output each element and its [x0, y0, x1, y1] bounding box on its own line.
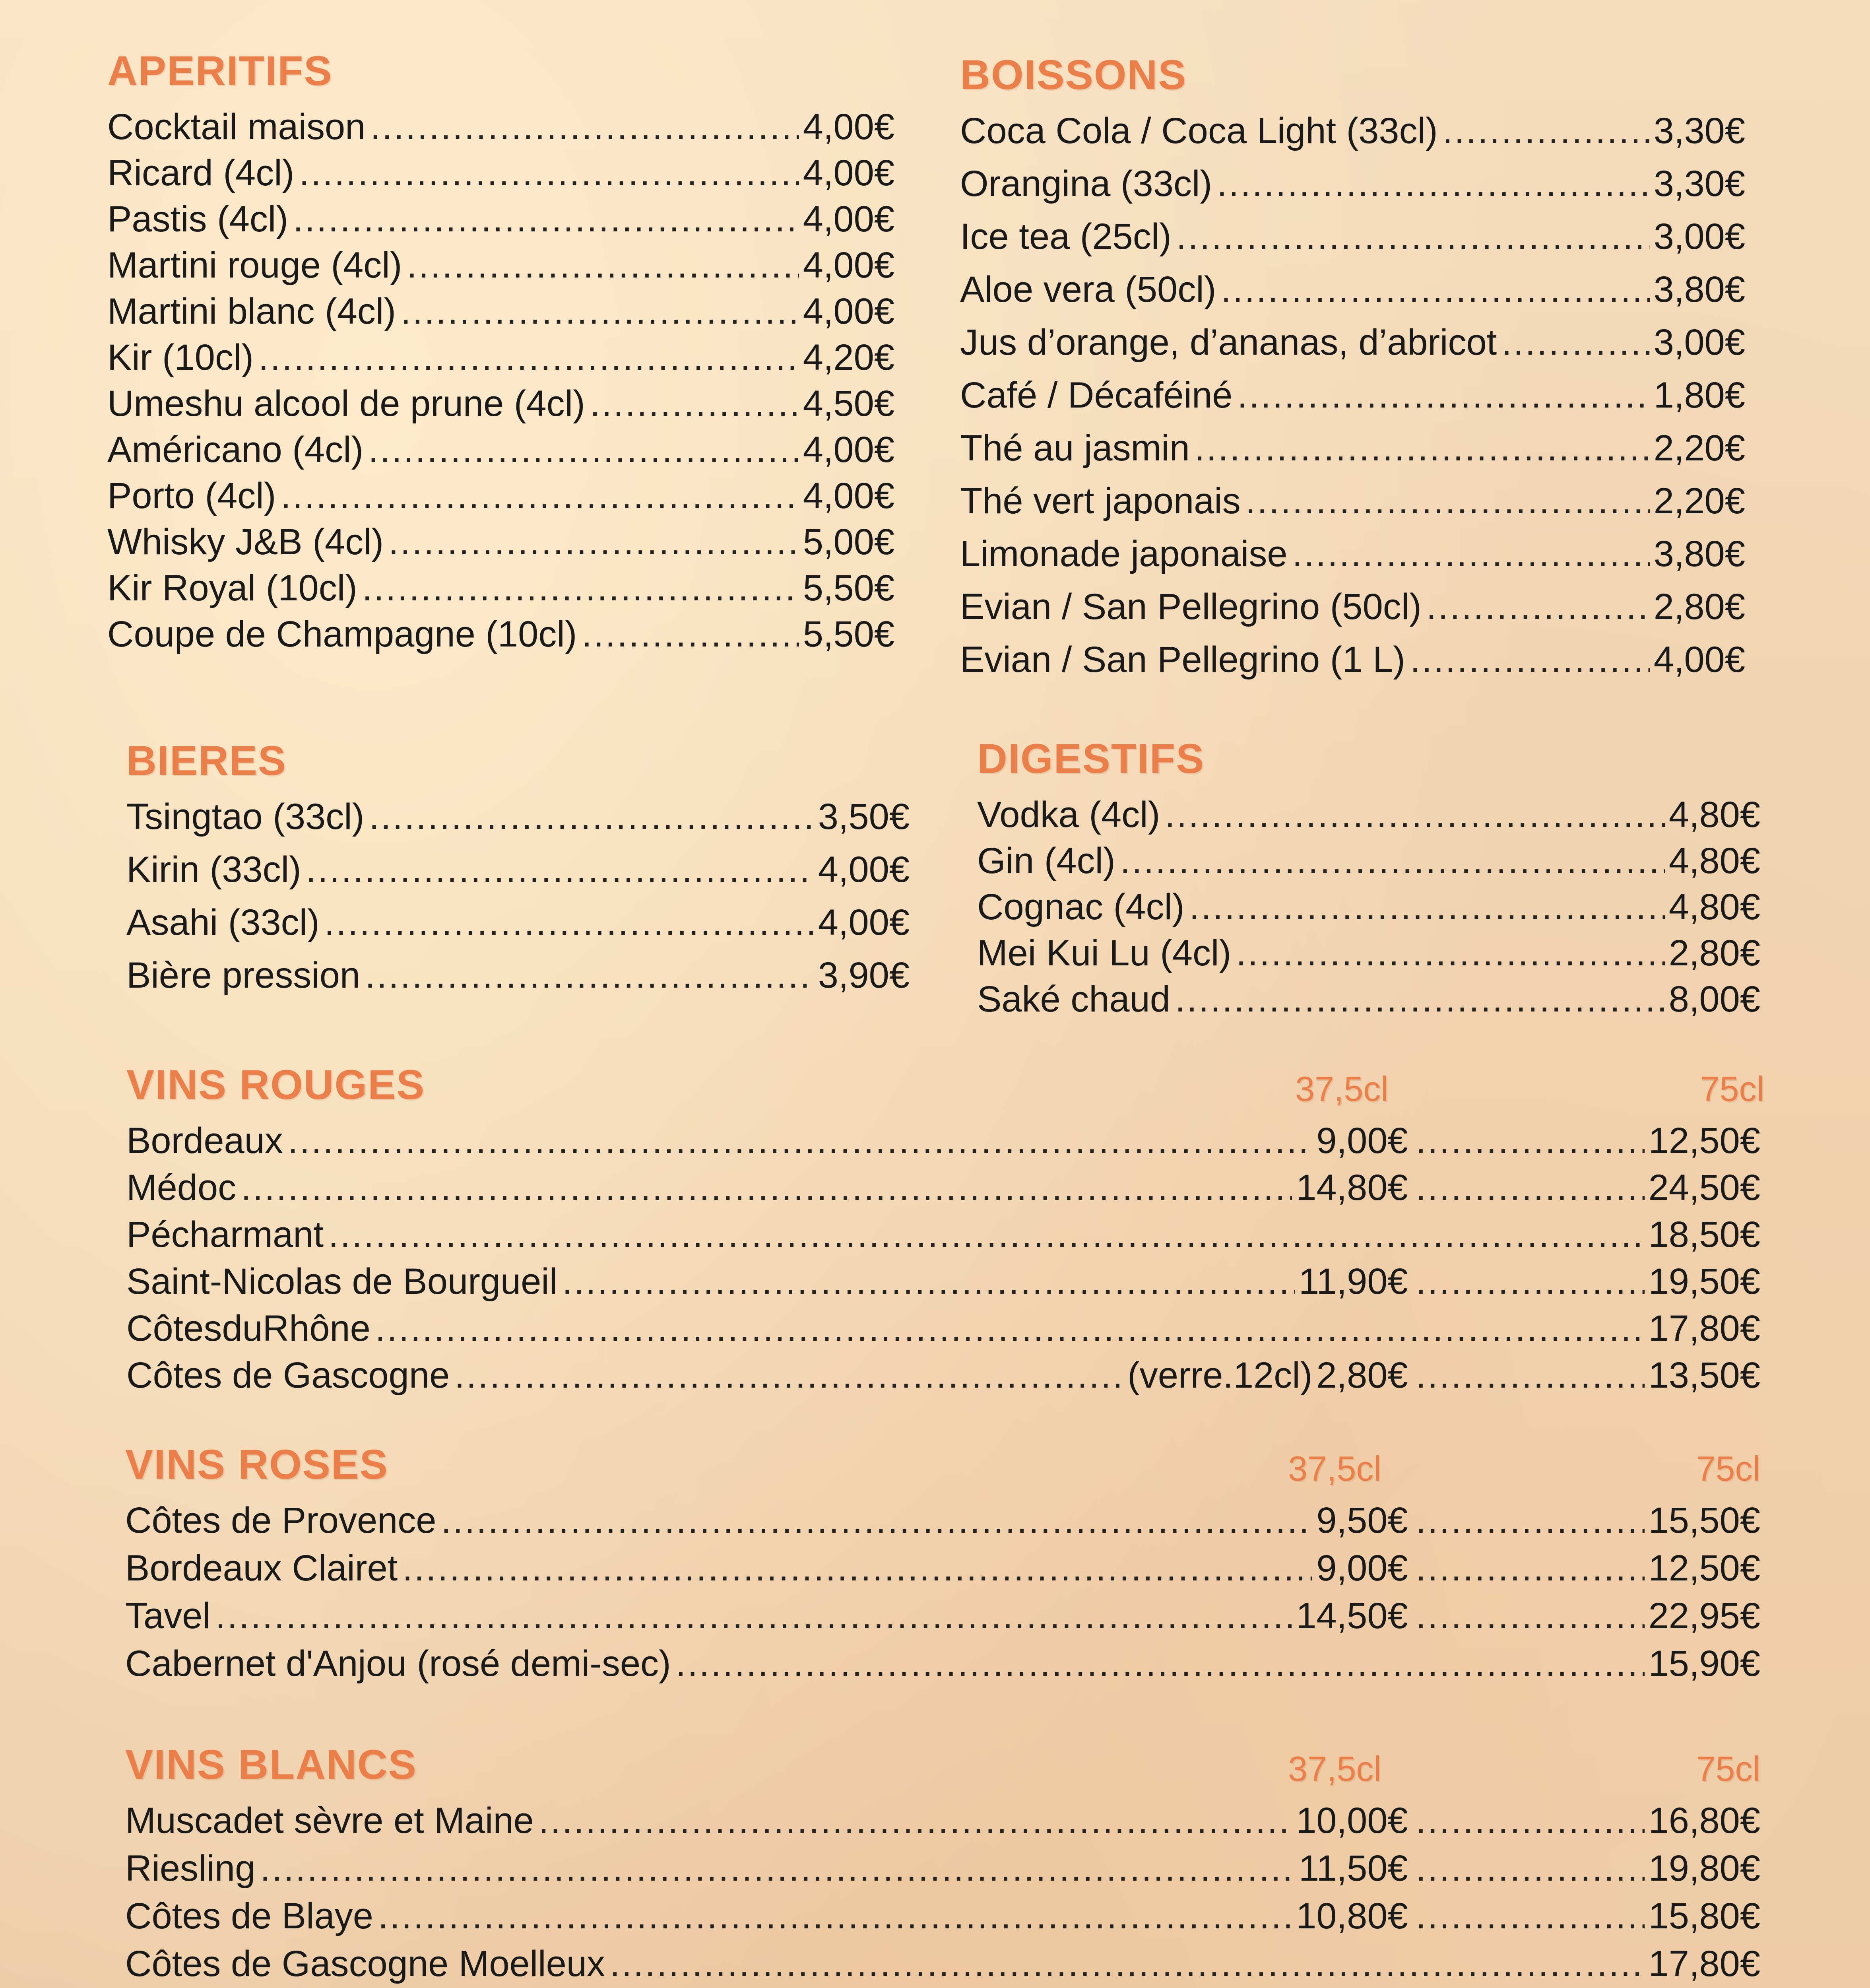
item-price: 3,90€: [818, 957, 910, 996]
item-price: 4,80€: [1668, 889, 1760, 927]
dot-leader: [288, 1122, 1313, 1159]
dot-leader: [260, 1850, 1295, 1887]
item-price-small: 9,50€: [1316, 1502, 1408, 1541]
item-name: Evian / San Pellegrino (50cl): [960, 588, 1422, 627]
digestifs-section: [977, 734, 1760, 1027]
menu-item: [960, 218, 1745, 271]
item-name: Orangina (33cl): [960, 165, 1212, 204]
item-price: 4,00€: [803, 247, 894, 285]
menu-item: [107, 201, 894, 247]
menu-item: [960, 641, 1745, 694]
item-price: 2,80€: [1668, 935, 1760, 973]
item-name: Asahi (33cl): [126, 904, 320, 943]
dot-leader: [1221, 271, 1649, 308]
item-price: 8,00€: [1668, 981, 1760, 1019]
dot-leader: [407, 247, 799, 283]
dot-leader: [676, 1645, 1645, 1682]
dot-leader: [1217, 165, 1650, 202]
dot-leader: [1292, 536, 1650, 572]
menu-item: [126, 1357, 1760, 1404]
item-name: Whisky J&B (4cl): [107, 524, 384, 562]
menu-item: [126, 851, 910, 904]
menu-item: [977, 843, 1760, 889]
dot-leader: [241, 1169, 1292, 1206]
item-price: 4,00€: [803, 293, 894, 332]
item-price-large: 15,90€: [1648, 1645, 1760, 1684]
dot-leader: [375, 1310, 1645, 1347]
boissons-heading: BOISSONS: [960, 52, 1187, 98]
dot-leader: [1416, 1598, 1645, 1634]
dot-leader: [1189, 889, 1665, 925]
dot-leader: [1410, 641, 1650, 678]
menu-item: [126, 1310, 1760, 1357]
vins-rouges-section: [126, 1060, 1764, 1404]
vins-rouges-col2: 75cl: [1700, 1069, 1764, 1109]
item-price: 2,20€: [1653, 430, 1745, 468]
vins-rouges-col1: 37,5cl: [1295, 1069, 1389, 1109]
item-name: Saint-Nicolas de Bourgueil: [126, 1263, 558, 1302]
item-name: Coupe de Champagne (10cl): [107, 616, 577, 654]
menu-item: [126, 798, 910, 851]
item-name: Ricard (4cl): [107, 155, 295, 193]
menu-item: [960, 483, 1745, 536]
item-name: Cocktail maison: [107, 109, 366, 147]
item-price: 4,00€: [1653, 641, 1745, 680]
item-name: Cabernet d'Anjou (rosé demi-sec): [125, 1645, 671, 1684]
item-price: 3,30€: [1653, 165, 1745, 204]
item-name: Muscadet sèvre et Maine: [125, 1802, 534, 1841]
menu-item: [960, 536, 1745, 588]
dot-leader: [388, 524, 799, 560]
dot-leader: [324, 904, 814, 941]
dot-leader: [1236, 935, 1665, 971]
item-price: 3,30€: [1653, 113, 1745, 151]
item-name: Bière pression: [126, 957, 361, 996]
menu-item: [977, 796, 1760, 843]
item-name: Kir Royal (10cl): [107, 570, 357, 608]
dot-leader: [370, 109, 799, 145]
dot-leader: [306, 851, 814, 888]
item-name: Pécharmant: [126, 1216, 324, 1255]
item-name: Américano (4cl): [107, 431, 364, 470]
menu-item: [126, 904, 910, 957]
item-price: 1,80€: [1653, 377, 1745, 415]
menu-item: [960, 324, 1745, 377]
item-price: 5,00€: [803, 524, 894, 562]
item-name: Bordeaux: [126, 1122, 283, 1161]
item-price: 3,80€: [1653, 536, 1745, 574]
item-price: 4,00€: [803, 201, 894, 239]
dot-leader: [1416, 1802, 1645, 1839]
dot-leader: [582, 616, 799, 652]
item-name: Bordeaux Clairet: [125, 1550, 398, 1588]
item-name: Cognac (4cl): [977, 889, 1185, 927]
dot-leader: [362, 570, 799, 606]
item-price: 4,20€: [803, 339, 894, 378]
aperitifs-heading: APERITIFS: [107, 48, 333, 94]
item-price: 4,00€: [818, 904, 910, 943]
item-name: Côtes de Blaye: [125, 1898, 373, 1936]
item-price-large: 17,80€: [1648, 1310, 1760, 1349]
bieres-heading: BIERES: [126, 738, 287, 784]
menu-item: [107, 155, 894, 201]
dot-leader: [1416, 1122, 1645, 1159]
item-price-small: 14,50€: [1296, 1598, 1408, 1636]
item-name: Jus d’orange, d’ananas, d’abricot: [960, 324, 1497, 363]
vins-blancs-heading: VINS BLANCS: [125, 1741, 417, 1788]
dot-leader: [1165, 796, 1665, 833]
item-price-large: 17,80€: [1648, 1945, 1760, 1984]
item-price-large: 19,50€: [1648, 1263, 1760, 1302]
dot-leader: [1416, 1550, 1645, 1586]
item-price-small: 11,50€: [1299, 1850, 1408, 1889]
item-name: Café / Décaféiné: [960, 377, 1233, 415]
dot-leader: [281, 478, 799, 514]
dot-leader: [299, 155, 799, 191]
item-price-large: 12,50€: [1648, 1122, 1760, 1161]
item-price: 4,00€: [803, 431, 894, 470]
item-price: 4,00€: [803, 109, 894, 147]
item-price-large: 18,50€: [1648, 1216, 1760, 1255]
menu-item: [125, 1802, 1760, 1850]
item-name: Kir (10cl): [107, 339, 254, 378]
dot-leader: [1416, 1898, 1645, 1934]
item-price-small: 14,80€: [1296, 1169, 1408, 1208]
item-name: Côtes de Gascogne Moelleux: [125, 1945, 605, 1984]
item-name: Médoc: [126, 1169, 237, 1208]
menu-item: [107, 339, 894, 385]
item-price: 5,50€: [803, 616, 894, 654]
menu-item: [977, 935, 1760, 981]
menu-item: [107, 616, 894, 662]
vins-blancs-section: [125, 1740, 1760, 1988]
dot-leader: [1416, 1502, 1645, 1539]
item-price-large: 13,50€: [1648, 1357, 1760, 1396]
vins-roses-section: [125, 1439, 1760, 1693]
dot-leader: [293, 201, 799, 237]
item-name: Saké chaud: [977, 981, 1170, 1019]
item-price: 2,80€: [1653, 588, 1745, 627]
item-name: Côtes de Gascogne: [126, 1357, 450, 1396]
dot-leader: [1245, 483, 1650, 519]
dot-leader: [1416, 1850, 1645, 1887]
menu-item: [960, 588, 1745, 641]
menu-item: [107, 385, 894, 431]
item-price-large: 15,50€: [1648, 1502, 1760, 1541]
menu-item: [960, 271, 1745, 324]
dot-leader: [1237, 377, 1649, 414]
dot-leader: [1416, 1169, 1645, 1206]
menu-item: [126, 1216, 1760, 1263]
item-name: Côtes de Provence: [125, 1502, 436, 1541]
digestifs-heading: DIGESTIFS: [977, 736, 1205, 782]
item-name: Tavel: [125, 1598, 211, 1636]
item-price-small: 9,00€: [1316, 1122, 1408, 1161]
menu-item: [125, 1502, 1760, 1550]
item-price-small: 2,80€: [1316, 1357, 1408, 1396]
menu-item: [107, 431, 894, 478]
item-price-large: 12,50€: [1648, 1550, 1760, 1588]
item-name: Kirin (33cl): [126, 851, 301, 890]
item-name: Riesling: [125, 1850, 256, 1889]
bieres-section: [126, 736, 910, 1010]
menu-item: [960, 113, 1745, 165]
item-name: Thé vert japonais: [960, 483, 1241, 521]
item-price: 3,50€: [818, 798, 910, 837]
item-price-small: 9,00€: [1316, 1550, 1408, 1588]
item-name: Thé au jasmin: [960, 430, 1190, 468]
item-name: Evian / San Pellegrino (1 L): [960, 641, 1405, 680]
menu-item: [960, 377, 1745, 430]
menu-item: [125, 1850, 1760, 1898]
menu-item: [125, 1598, 1760, 1645]
dot-leader: [401, 293, 799, 330]
item-name: Porto (4cl): [107, 478, 276, 516]
item-price: 4,00€: [803, 478, 894, 516]
menu-item: [125, 1550, 1760, 1598]
dot-leader: [258, 339, 799, 376]
menu-item: [107, 570, 894, 616]
item-price-small: 10,80€: [1296, 1898, 1408, 1936]
menu-item: [125, 1945, 1760, 1988]
dot-leader: [368, 431, 799, 468]
item-price: 4,80€: [1668, 843, 1760, 881]
menu-item: [107, 293, 894, 339]
menu-item: [125, 1645, 1760, 1693]
item-name: Umeshu alcool de prune (4cl): [107, 385, 585, 424]
item-price-large: 19,80€: [1648, 1850, 1760, 1889]
menu-item: [107, 109, 894, 155]
menu-item: [977, 889, 1760, 935]
menu-item: [107, 247, 894, 293]
item-price-large: 24,50€: [1648, 1169, 1760, 1208]
item-price-small: 11,90€: [1299, 1263, 1408, 1302]
menu-item: [125, 1898, 1760, 1945]
item-name: Ice tea (25cl): [960, 218, 1172, 257]
item-name: Martini rouge (4cl): [107, 247, 402, 285]
item-price-large: 16,80€: [1648, 1802, 1760, 1841]
item-price-large: 15,80€: [1648, 1898, 1760, 1936]
dot-leader: [1120, 843, 1665, 879]
dot-leader: [1176, 218, 1650, 255]
vins-roses-heading: VINS ROSES: [125, 1441, 388, 1488]
vins-roses-col1: 37,5cl: [1288, 1449, 1381, 1488]
dot-leader: [1416, 1263, 1645, 1300]
item-name: CôtesduRhône: [126, 1310, 371, 1349]
item-note: (verre.12cl): [1127, 1357, 1313, 1396]
item-name: Limonade japonaise: [960, 536, 1288, 574]
menu-item: [960, 165, 1745, 218]
item-name: Aloe vera (50cl): [960, 271, 1216, 310]
menu-item: [960, 430, 1745, 483]
dot-leader: [610, 1945, 1645, 1982]
item-price: 3,00€: [1653, 218, 1745, 257]
item-price: 5,50€: [803, 570, 894, 608]
menu-item: [126, 1169, 1760, 1216]
item-price-small: 10,00€: [1296, 1802, 1408, 1841]
vins-blancs-col2: 75cl: [1696, 1749, 1760, 1788]
item-name: Coca Cola / Coca Light (33cl): [960, 113, 1438, 151]
item-price: 4,80€: [1668, 796, 1760, 835]
aperitifs-section: [107, 46, 894, 662]
dot-leader: [1443, 113, 1650, 149]
dot-leader: [215, 1598, 1292, 1634]
item-name: Pastis (4cl): [107, 201, 288, 239]
item-name: Tsingtao (33cl): [126, 798, 365, 837]
item-name: Martini blanc (4cl): [107, 293, 396, 332]
item-name: Mei Kui Lu (4cl): [977, 935, 1232, 973]
dot-leader: [562, 1263, 1295, 1300]
boissons-section: [960, 50, 1745, 694]
item-price: 4,00€: [803, 155, 894, 193]
dot-leader: [454, 1357, 1119, 1394]
menu-item: [126, 1263, 1760, 1310]
menu-item: [977, 981, 1760, 1027]
dot-leader: [402, 1550, 1312, 1586]
item-price-large: 22,95€: [1648, 1598, 1760, 1636]
dot-leader: [369, 798, 814, 835]
item-price: 4,00€: [818, 851, 910, 890]
dot-leader: [1195, 430, 1650, 466]
dot-leader: [1416, 1357, 1645, 1394]
menu-item: [107, 524, 894, 570]
dot-leader: [328, 1216, 1645, 1253]
item-price: 4,50€: [803, 385, 894, 424]
dot-leader: [365, 957, 814, 994]
dot-leader: [1175, 981, 1665, 1017]
vins-roses-col2: 75cl: [1696, 1449, 1760, 1488]
vins-rouges-heading: VINS ROUGES: [126, 1062, 425, 1108]
menu-item: [126, 1122, 1760, 1169]
item-price: 2,20€: [1653, 483, 1745, 521]
vins-blancs-col1: 37,5cl: [1288, 1749, 1381, 1788]
item-name: Vodka (4cl): [977, 796, 1160, 835]
menu-item: [107, 478, 894, 524]
dot-leader: [590, 385, 799, 422]
item-name: Gin (4cl): [977, 843, 1115, 881]
item-price: 3,80€: [1653, 271, 1745, 310]
menu-item: [126, 957, 910, 1010]
dot-leader: [1426, 588, 1650, 625]
dot-leader: [1501, 324, 1650, 361]
dot-leader: [441, 1502, 1312, 1539]
item-price: 3,00€: [1653, 324, 1745, 363]
dot-leader: [539, 1802, 1292, 1839]
dot-leader: [378, 1898, 1292, 1934]
